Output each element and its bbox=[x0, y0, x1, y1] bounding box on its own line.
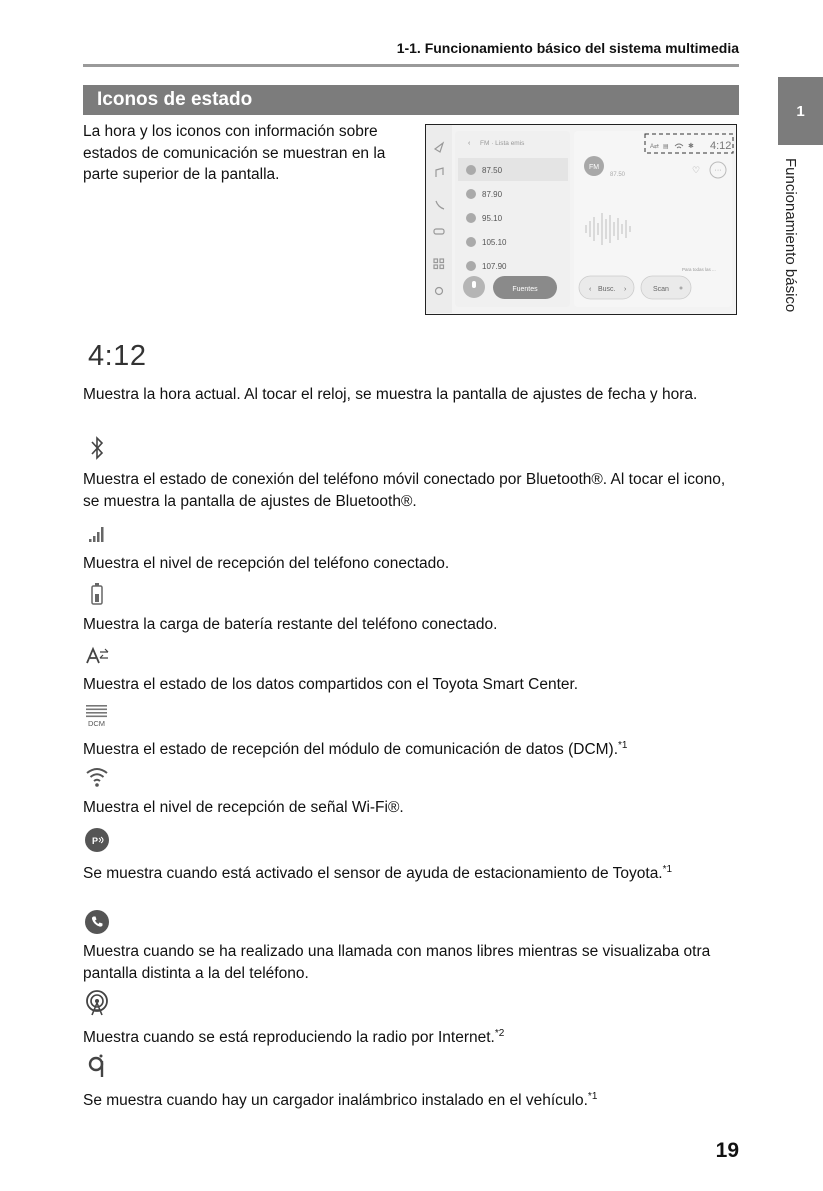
svg-text:···: ··· bbox=[714, 167, 722, 174]
page-number: 19 bbox=[715, 1139, 739, 1162]
station-item: 105.10 bbox=[482, 238, 507, 247]
phone-call-icon bbox=[83, 908, 110, 935]
battery-icon bbox=[83, 580, 110, 607]
item-description: Muestra el nivel de recepción del teléfono conectado. bbox=[83, 555, 450, 572]
svg-text:FM: FM bbox=[588, 164, 600, 171]
intro-paragraph: La hora y los iconos con información sobre estados de comunicación se muestran en la parte superior de la pantalla. bbox=[83, 123, 386, 183]
screen-breadcrumb: FM · Lista emis bbox=[480, 140, 525, 147]
chapter-label-text: Funcionamiento básico bbox=[782, 158, 799, 313]
running-header: 1-1. Funcionamiento básico del sistema multimedia bbox=[396, 40, 739, 56]
item-description: Se muestra cuando está activado el sensor de ayuda de estacionamiento de Toyota.$^{*1}$ bbox=[83, 864, 673, 883]
chapter-label bbox=[770, 158, 814, 334]
svg-text:A⇄: A⇄ bbox=[650, 144, 660, 150]
dcm-icon bbox=[83, 702, 110, 729]
section-heading bbox=[83, 85, 739, 115]
svg-text:›: › bbox=[624, 286, 627, 293]
svg-text:‹: ‹ bbox=[589, 286, 592, 293]
svg-text:Scan: Scan bbox=[653, 286, 669, 293]
parking-sensor-icon bbox=[83, 826, 110, 853]
item-description: Muestra la carga de batería restante del teléfono conectado. bbox=[83, 616, 498, 633]
svg-text:DCM: DCM bbox=[87, 719, 106, 728]
svg-text:‹: ‹ bbox=[468, 140, 471, 147]
bluetooth-icon bbox=[83, 434, 110, 461]
item-description: Muestra la hora actual. Al tocar el reloj, se muestra la pantalla de ajustes de fecha y hora. bbox=[83, 386, 698, 403]
clock-display: 4:12 bbox=[88, 340, 147, 372]
status-clock: 4:12 bbox=[710, 140, 732, 152]
screen-footnote: Para todas las ... bbox=[682, 267, 716, 272]
item-description: Muestra cuando se está reproduciendo la radio por Internet.$^{*2}$ bbox=[83, 1028, 505, 1047]
svg-text:▤: ▤ bbox=[663, 144, 669, 150]
chapter-tab: 1 bbox=[778, 77, 823, 145]
station-item: 87.90 bbox=[482, 190, 503, 199]
svg-text:♡: ♡ bbox=[692, 165, 701, 175]
station-item: 95.10 bbox=[482, 214, 503, 223]
station-item: 107.90 bbox=[482, 262, 507, 271]
svg-text:Fuentes: Fuentes bbox=[512, 286, 538, 293]
signal-bars-icon bbox=[83, 519, 110, 546]
data-share-icon bbox=[83, 642, 110, 669]
svg-text:Busc.: Busc. bbox=[598, 286, 616, 293]
wifi-icon bbox=[83, 763, 110, 790]
station-item: 87.50 bbox=[482, 166, 503, 175]
player-frequency: 87.50 bbox=[610, 172, 626, 178]
wireless-charger-icon bbox=[83, 1051, 110, 1078]
internet-radio-icon bbox=[83, 989, 110, 1016]
item-description: Muestra el estado de recepción del módulo de comunicación de datos (DCM).$^{*1}$ bbox=[83, 740, 628, 759]
header-rule bbox=[83, 64, 739, 67]
item-description: Muestra el estado de los datos compartidos con el Toyota Smart Center. bbox=[83, 676, 579, 693]
svg-text:✱: ✱ bbox=[688, 143, 694, 150]
section-title: Iconos de estado bbox=[97, 89, 253, 110]
item-description: Muestra el nivel de recepción de señal Wi-Fi®. bbox=[83, 799, 404, 816]
item-description: Se muestra cuando hay un cargador inalámbrico instalado en el vehículo.$^{*1}$ bbox=[83, 1091, 598, 1110]
screen-illustration bbox=[425, 124, 737, 315]
item-description: Muestra el estado de conexión del teléfono móvil conectado por Bluetooth®. Al tocar el icono, se muestra la pantalla de ajustes de Bluetooth®. bbox=[83, 471, 726, 510]
item-description: Muestra cuando se ha realizado una llamada con manos libres mientras se visualizaba otra pantalla distinta a la del teléfono. bbox=[83, 943, 711, 982]
svg-text:P: P bbox=[91, 835, 98, 846]
